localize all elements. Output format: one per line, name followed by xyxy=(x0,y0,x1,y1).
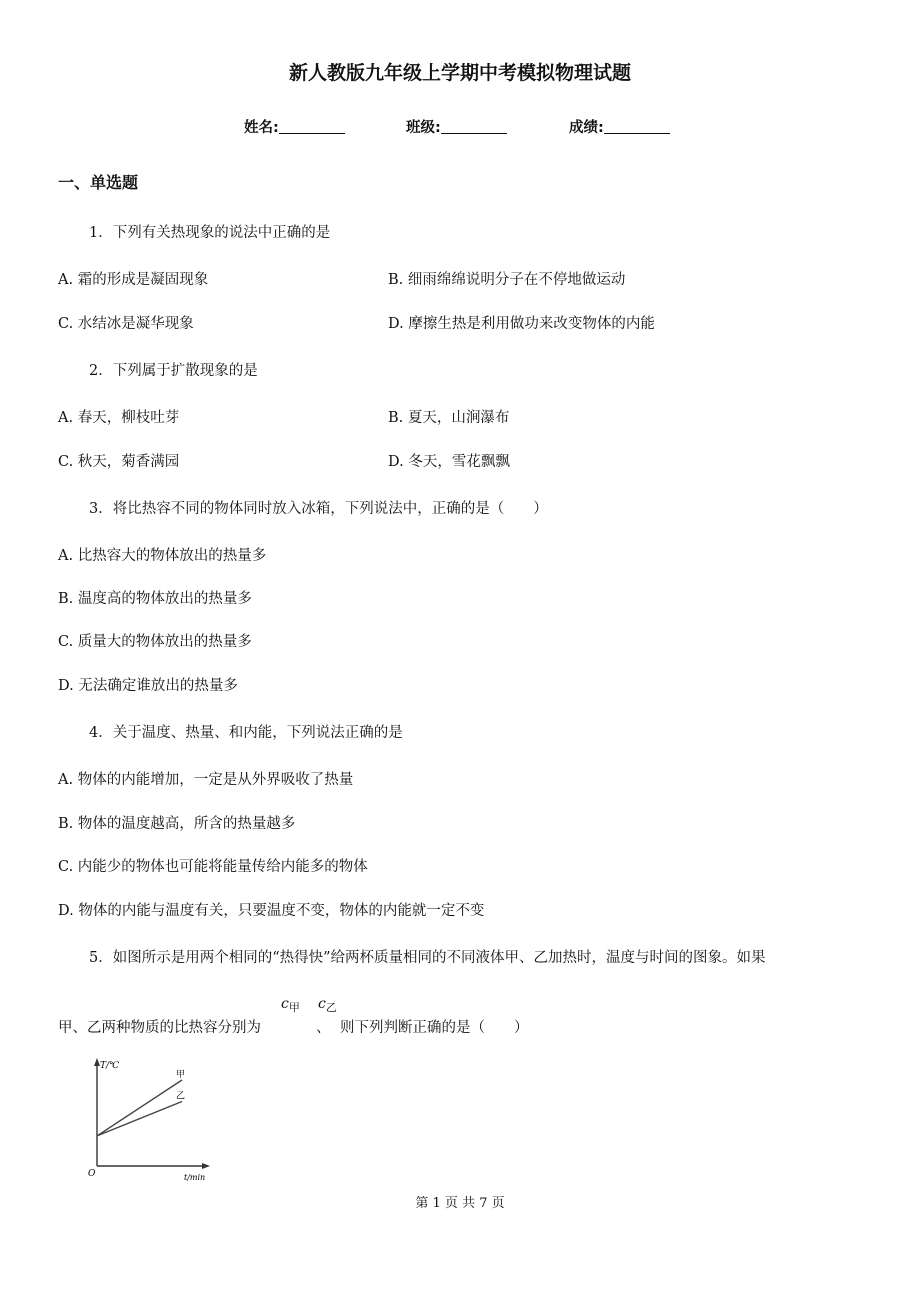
option-d: D. 冬天，雪花飘飘 xyxy=(388,454,510,470)
score-field xyxy=(569,116,670,137)
y-axis-label: T/℃ xyxy=(100,1061,120,1071)
option-a: A. 比热容大的物体放出的热量多 xyxy=(58,548,267,564)
section-heading: 一、单选题 xyxy=(58,173,139,192)
option-d: D. 无法确定谁放出的热量多 xyxy=(58,678,238,694)
x-axis-label: t/min xyxy=(184,1173,206,1182)
question-stem: 2．下列属于扩散现象的是 xyxy=(89,363,258,379)
series-label-jia: 甲 xyxy=(176,1070,186,1080)
question-stem: 1．下列有关热现象的说法中正确的是 xyxy=(89,225,331,241)
x-axis-arrow xyxy=(202,1163,210,1169)
option-d: D. 摩擦生热是利用做功来改变物体的内能 xyxy=(388,316,655,332)
option-c: C. 质量大的物体放出的热量多 xyxy=(58,634,252,650)
page-title: 新人教版九年级上学期中考模拟物理试题 xyxy=(288,62,631,84)
stem-separator: 、 xyxy=(316,1020,331,1036)
series-line-yi xyxy=(97,1102,182,1136)
option-b: B. 温度高的物体放出的热量多 xyxy=(58,591,252,607)
option-c: C. 秋天，菊香满园 xyxy=(58,454,180,470)
stem-text-b: 则下列判断正确的是（ ） xyxy=(340,1020,529,1036)
option-a: A. 春天，柳枝吐芽 xyxy=(58,410,180,426)
class-field xyxy=(406,116,507,137)
option-c: C. 水结冰是凝华现象 xyxy=(58,316,194,332)
stem-text-a: 甲、乙两种物质的比热容分别为 xyxy=(58,1020,261,1036)
option-b: B. 细雨绵绵说明分子在不停地做运动 xyxy=(388,272,626,288)
specific-heat-jia: $c_甲$ xyxy=(281,996,300,1014)
name-blank[interactable] xyxy=(279,119,345,134)
question-stem: 5．如图所示是用两个相同的“热得快”给两杯质量相同的不同液体甲、乙加热时，温度与时间的图象。如果 xyxy=(89,950,766,966)
series-label-yi: 乙 xyxy=(176,1091,186,1102)
specific-heat-yi: $c_乙$ xyxy=(318,996,337,1014)
option-b: B. 物体的温度越高，所含的热量越多 xyxy=(58,816,296,832)
series-line-jia xyxy=(97,1080,182,1136)
option-a: A. 物体的内能增加，一定是从外界吸收了热量 xyxy=(58,772,354,788)
option-d: D. 物体的内能与温度有关，只要温度不变，物体的内能就一定不变 xyxy=(58,903,485,919)
option-a: A. 霜的形成是凝固现象 xyxy=(58,272,209,288)
question-stem: 3．将比热容不同的物体同时放入冰箱，下列说法中，正确的是（ ） xyxy=(89,501,548,517)
temperature-time-graph xyxy=(84,1052,214,1184)
page-footer: 第 1 页 共 7 页 xyxy=(415,1196,505,1211)
origin-label: O xyxy=(88,1169,96,1179)
name-label: 姓名: xyxy=(244,120,279,136)
class-label: 班级: xyxy=(406,120,441,136)
score-blank[interactable] xyxy=(604,119,670,134)
option-c: C. 内能少的物体也可能将能量传给内能多的物体 xyxy=(58,859,368,875)
class-blank[interactable] xyxy=(441,119,507,134)
option-b: B. 夏天，山涧瀑布 xyxy=(388,410,510,426)
name-field xyxy=(244,116,345,137)
question-stem: 4．关于温度、热量、和内能，下列说法正确的是 xyxy=(89,725,403,741)
score-label: 成绩: xyxy=(569,120,604,136)
question-stem-line2 xyxy=(58,1016,261,1037)
